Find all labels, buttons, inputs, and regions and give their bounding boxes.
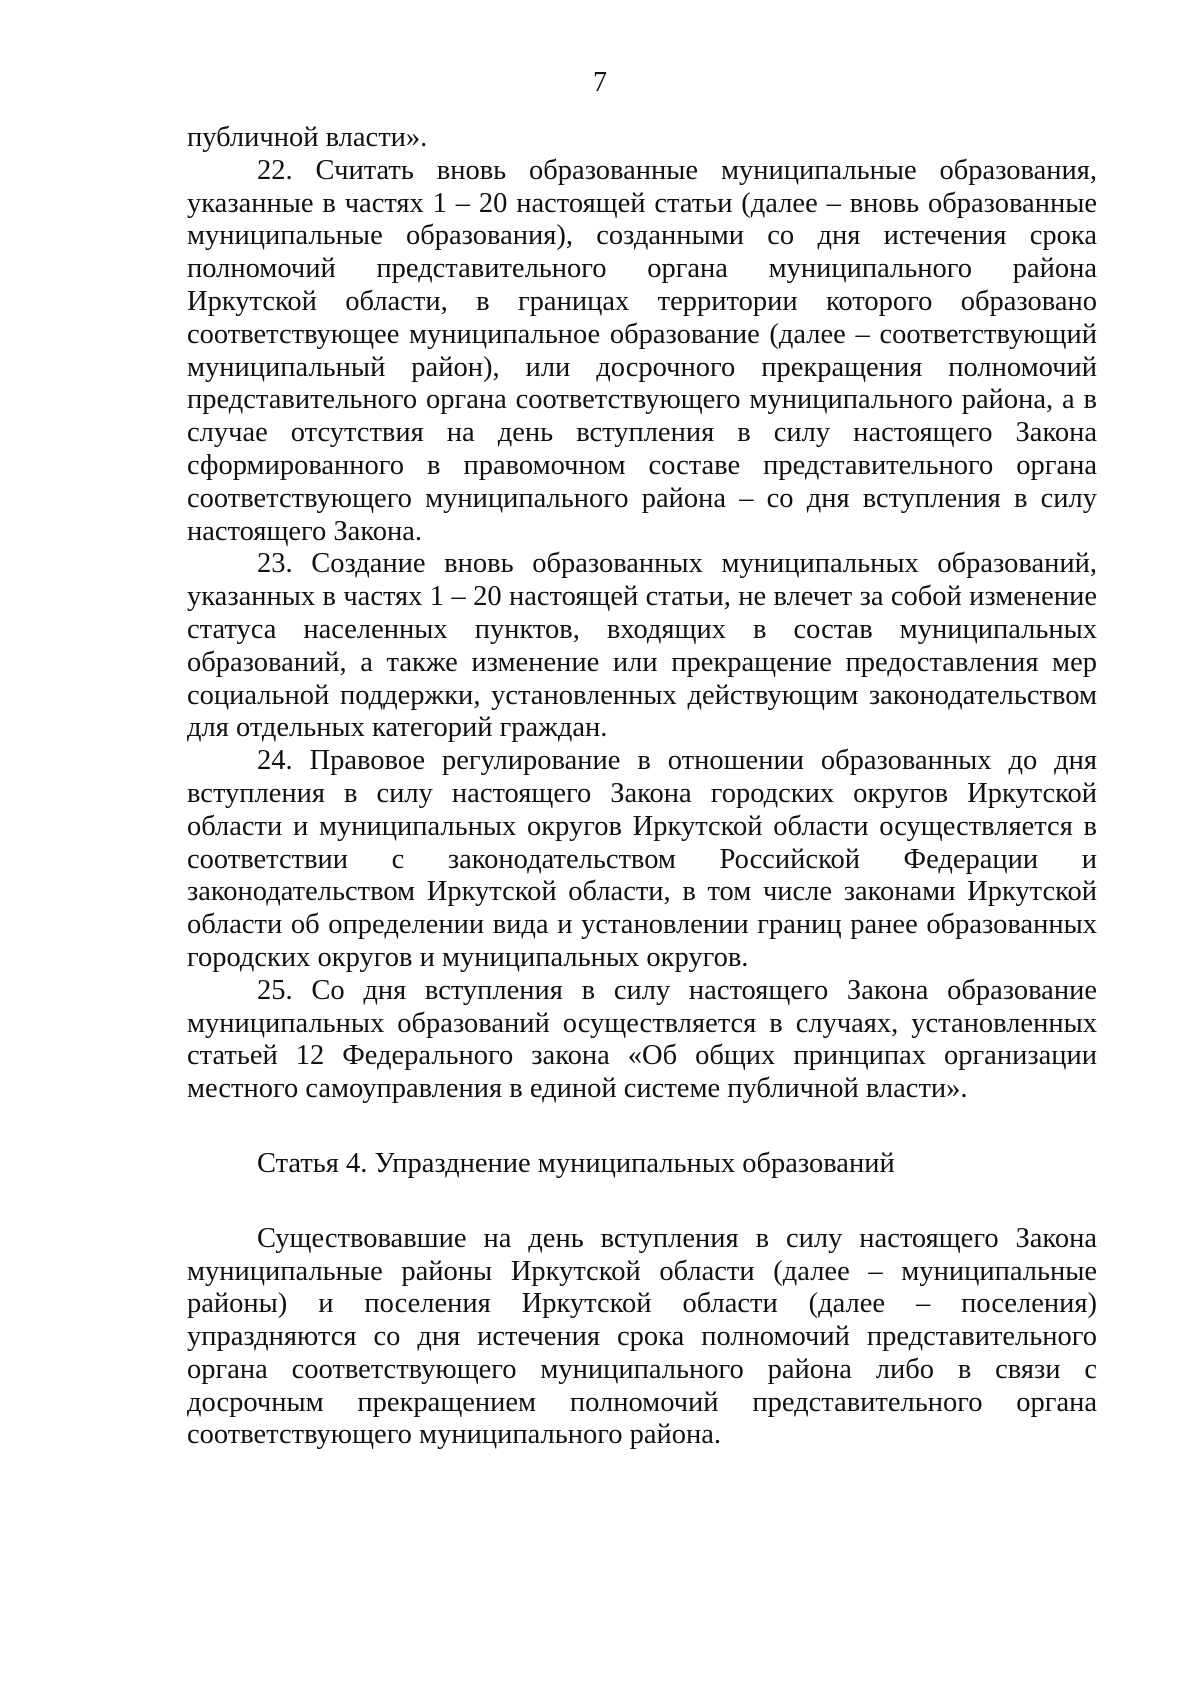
article-4-paragraph: Существовавшие на день вступления в силу настоящего Закона муниципальные районы Иркутской области (далее – муниципальные районы) и поселения Иркутской области (далее – поселения) упраздняются со дня истечения срока полномочий представительного органа соответствующего муниципального района либо в связи с досрочным прекращением полномочий представительного органа соответствующего муниципального района.	[187, 1222, 1097, 1451]
article-4-heading: Статья 4. Упразднение муниципальных образований	[257, 1147, 895, 1179]
paragraph-continuation: публичной власти».	[187, 122, 428, 153]
paragraph-22: 22. Считать вновь образованные муниципальные образования, указанные в частях 1 – 20 настоящей статьи (далее – вновь образованные муниципальные образования), созданными со дня истечения срока полномочий представительного органа муниципального района Иркутской области, в границах территории которого образовано соответствующее муниципальное образование (далее – соответствующий муниципальный район), или досрочного прекращения полномочий представительного органа соответствующего муниципального района, а в случае отсутствия на день вступления в силу настоящего Закона сформированного в правомочном составе представительного органа соответствующего муниципального района – со дня вступления в силу настоящего Закона.	[187, 154, 1097, 547]
document-text	[187, 122, 1097, 1452]
paragraph-24: 24. Правовое регулирование в отношении образованных до дня вступления в силу настоящего Закона городских округов Иркутской области и муниципальных округов Иркутской области осуществляется в соответствии с законодательством Российской Федерации и законодательством Иркутской области, в том числе законами Иркутской области об определении вида и установлении границ ранее образованных городских округов и муниципальных округов.	[187, 745, 1097, 973]
article-4-body	[187, 1223, 1097, 1453]
page-number: 7	[593, 67, 607, 98]
paragraph-25: 25. Со дня вступления в силу настоящего Закона образование муниципальных образований осуществляется в случаях, установленных статьей 12 Федерального закона «Об общих принципах организации местного самоуправления в единой системе публичной власти».	[187, 974, 1097, 1105]
paragraph-23: 23. Создание вновь образованных муниципальных образований, указанных в частях 1 – 20 настоящей статьи, не влечет за собой изменение статуса населенных пунктов, входящих в состав муниципальных образований, а также изменение или прекращение предоставления мер социальной поддержки, установленных действующим законодательством для отдельных категорий граждан.	[187, 548, 1097, 744]
